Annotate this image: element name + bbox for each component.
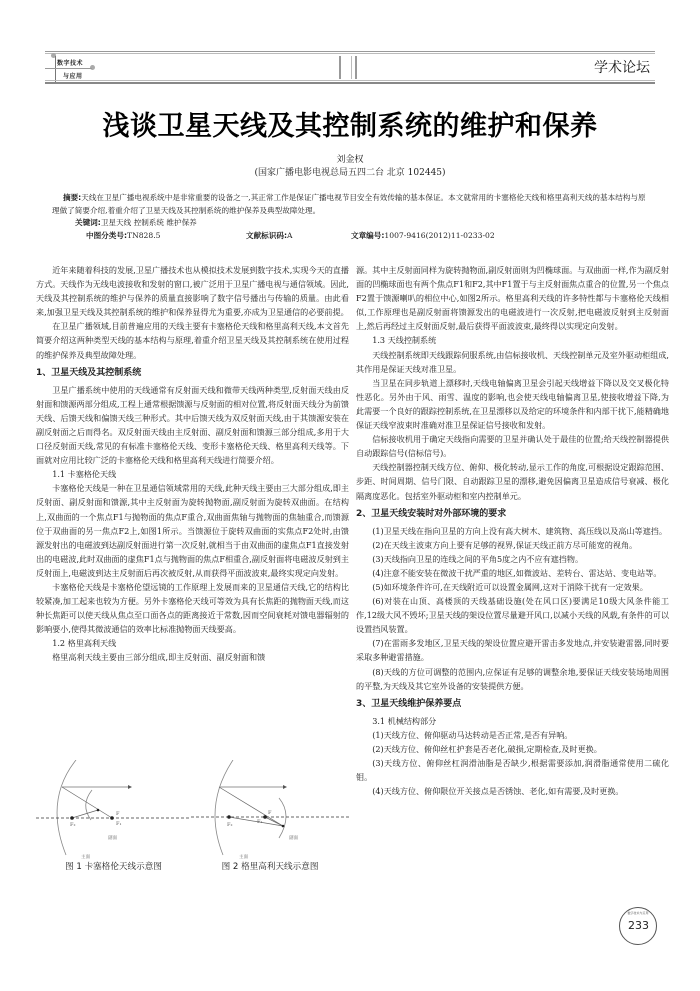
list-item: (3)天线方位、俯仰丝杠润滑油脂是否缺少,根据需要添加,润滑脂通常使用二硫化钼。 [356, 758, 669, 783]
list-item: (6)对装在山顶、高楼顶的天线基础设施(处在风口区)要满足10级大风条件能工作,12级大风不毁坏;卫星天线的架设位置尽量避开风口,以减小天线的风载,有条件的可以设置挡风装置。 [356, 596, 669, 635]
main-reflector-label: 主面 [81, 855, 90, 860]
keywords-value: 卫星天线 控制系统 维护保养 [100, 218, 197, 227]
left-column [36, 263, 349, 665]
journal-name-line1: 数字技术 [57, 60, 84, 67]
body-paragraph: 天线控制器控制天线方位、俯仰、极化转动,显示工作的角度,可根据设定跟踪范围、步距、时间周期、信号门限、自动跟踪卫星的漂移,避免因偏离卫星造成信号衰减、极化隔离度恶化。包括室外驱动柜和室内控制单元。 [356, 462, 669, 501]
header-rule-bottom-thin [45, 80, 655, 81]
list-item: (3)天线指向卫星的连线之间的平角5度之内不应有遮挡物。 [372, 553, 584, 564]
article-no-value: 1007-9416(2012)11-0233-02 [384, 230, 495, 240]
list-item: (5)如环境条件许可,在天线附近可以设置金属网,这对于消除干扰有一定效果。 [372, 581, 648, 592]
body-paragraph: 信标接收机用于确定天线指向需要的卫星并确认处于最佳的位置;给天线控制器提供自动跟踪信号(信标信号)。 [356, 434, 669, 459]
clc-label: 中图分类号: [86, 230, 128, 240]
main-reflector-label: 主面 [239, 855, 248, 860]
sub-reflector-label: 副面 [108, 836, 117, 841]
focus-f-label: F [268, 810, 272, 816]
running-header [45, 51, 655, 84]
doc-code-value: A [287, 230, 293, 240]
figure-caption: 图 1 卡塞格伦天线示意图 [65, 862, 162, 872]
focus-f1-label: F₁ [257, 819, 263, 825]
body-paragraph: 卡塞格伦天线是卡塞格伦望远镜的工作原理上发展而来的卫星通信天线,它的结构比较紧凑,加工起来也较为方便。另外卡塞格伦天线可等效为具有长焦距的抛物面天线,而这种长焦距可以使天线从焦点至口面各点的距离接近于常数,因而空间衰耗对馈电器辐射的影响要小,使得其微波通信的效率比标准抛物面天线要高。 [36, 581, 349, 635]
list-item: (4)天线方位、俯仰限位开关接点是否锈蚀、老化,如有需要,及时更换。 [372, 786, 624, 797]
author-name: 刘金权 [336, 155, 364, 165]
body-paragraph: 源。其中主反射面同样为旋转抛物面,副反射面则为凹椭球面。与双曲面一样,作为副反射面的凹椭球面也有两个焦点F1和F2,其中F1置于与主反射面焦点重合的位置,另一个焦点F2置于馈源喇叭的相位中心,如图2所示。格里高利天线的许多特性都与卡塞格伦天线相似,工作原理也是副反射面将馈源发出的电磁波进行一次反射,把电磁波反射到主反射面上,然后再经过主反射面反射,最后获得平面波波束,最终得以实现定向发射。 [356, 265, 669, 332]
header-rule-bottom [45, 82, 655, 84]
keywords-label: 关键词: [75, 218, 101, 227]
main-reflector-curve [57, 760, 76, 855]
header-divider-bar [339, 56, 341, 79]
focus-f-label: F [116, 811, 120, 817]
subsection-heading: 3.1 机械结构部分 [372, 715, 437, 726]
section-label: 学术论坛 [594, 60, 650, 76]
list-item: (2)天线方位、俯仰丝杠护套是否老化,破损,定期检查,及时更换。 [372, 743, 602, 754]
reflection-point [97, 809, 100, 812]
subsection-heading: 1.1 卡塞格伦天线 [52, 469, 117, 480]
article-no-cell [340, 230, 495, 243]
stamp-text: 数字技术与应用 [627, 911, 649, 915]
abstract-label: 摘要: [63, 193, 82, 202]
figure-caption: 图 2 格里高利天线示意图 [221, 862, 319, 872]
header-rule-top-thin [45, 53, 655, 54]
clc-value: TN828.5 [127, 230, 161, 240]
subsection-heading: 1.2 格里高利天线 [52, 638, 117, 649]
figure-2 [191, 760, 349, 900]
body-paragraph: 格里高利天线主要由三部分组成,即主反射面、副反射面和馈 [52, 652, 266, 663]
doc-code-label: 文献标识码: [246, 230, 288, 240]
clc-cell [75, 230, 235, 243]
list-item: (1)天线方位、俯仰驱动马达转动是否正常,是否有异响。 [372, 729, 573, 740]
main-reflector-curve [215, 760, 233, 855]
section-heading: 1、卫星天线及其控制系统 [36, 367, 142, 378]
figure-1 [36, 760, 191, 900]
focus-f-point [263, 815, 267, 819]
logo-crosshair-horizontal [45, 68, 92, 69]
article-no-label: 文章编号: [351, 230, 385, 240]
ray-line [229, 817, 283, 826]
journal-logo [45, 54, 95, 82]
list-item: (4)注意不能安装在微波干扰严重的地区,如微波站、差转台、雷达站、变电站等。 [372, 567, 662, 578]
list-item: (1)卫星天线在指向卫星的方向上没有高大树木、建筑物、高压线以及高山等遮挡。 [372, 525, 667, 536]
focus-f2-label: F₂ [227, 822, 233, 828]
header-divider-bar [355, 56, 357, 79]
journal-name-line2: 与应用 [63, 73, 83, 80]
article-title: 浅谈卫星天线及其控制系统的维护和保养 [102, 111, 598, 142]
figures-row [36, 760, 349, 900]
cassegrain-diagram [36, 760, 191, 860]
header-divider-bar [351, 56, 352, 79]
focus-f-point [110, 816, 114, 820]
focus-f2-point [227, 815, 231, 819]
ray-line [72, 810, 98, 818]
section-heading: 3、卫星天线维护保养要点 [356, 698, 462, 709]
subsection-heading: 1.3 天线控制系统 [372, 335, 437, 346]
body-paragraph: 近年来随着科技的发展,卫星广播技术也从模拟技术发展到数字技术,实现今天的直播方式。天线作为无线电波接收和发射的窗口,被广泛用于卫星广播电视与通信领域。因此,天线及其控制系统的维护与保养的质量直接影响了数字信号播出与传输的质量。由此看来,加强卫星天线及其控制系统的维护和保养显得尤为重要,亦成为卫星通信的必要前提。 [36, 265, 349, 318]
beam-arrowhead [128, 785, 132, 789]
logo-crosshair-vertical [55, 56, 56, 83]
gregorian-diagram [191, 760, 349, 860]
abstract-text: 天线在卫星广播电视系统中是非常重要的设备之一,其正常工作是保证广播电视节目安全有效传输的基本保证。本文就常用的卡塞格伦天线和格里高利天线的基本结构与原理做了简要介绍,着重介绍了卫星天线及其控制系统的维护保养及典型故障处理。 [52, 193, 646, 215]
list-item: (7)在雷雨多发地区,卫星天线的架设位置应避开雷击多发地点,并安装避雷器,同时要采取多种避雷措施。 [356, 638, 669, 663]
page-number: 233 [628, 919, 649, 932]
sub-reflector-curve [279, 798, 286, 838]
author-affiliation: (国家广播电影电视总局五四二台 北京 102445) [254, 168, 446, 178]
page-number-stamp [619, 907, 659, 947]
abstract-paragraph [52, 192, 648, 217]
focus-f2-label: F₂ [70, 822, 76, 828]
sub-reflector-label: 副面 [289, 836, 298, 841]
classification-row [52, 230, 648, 243]
beam-arrowhead [283, 785, 287, 789]
keywords-row [52, 217, 648, 230]
reflection-point [282, 825, 285, 828]
doc-code-cell [235, 230, 340, 243]
body-paragraph: 卫星广播系统中使用的天线通常有反射面天线和微带天线两种类型,反射面天线由反射面和馈源两部分组成,工程上通常根据馈源与反射面的相对位置,将反射面天线分为前馈天线、后馈天线和偏馈天线三种形式。其中后馈天线为双反射面天线,由于其馈源安装在副反射面之后而得名。双反射面天线由主反射面、副反射面和馈源三部分组成,多用于大口径反射面天线,常见的有标准卡塞格伦天线、变形卡塞格伦天线、格里高利天线等。下面就对应用比较广泛的卡塞格伦天线和格里高利天线进行简要介绍。 [36, 384, 349, 466]
focus-f1-label: F₁ [116, 821, 122, 827]
body-paragraph: 卡塞格伦天线是一种在卫星通信领域常用的天线,此种天线主要由三大部分组成,即主反射面、副反射面和馈源,其中主反射面为旋转抛物面,副反射面为旋转双曲面。在结构上,双曲面的一个焦点F1与抛物面的焦点F重合,双曲面焦轴与抛物面的焦轴重合,而馈源位于双曲面的另一焦点F2上,如图1所示。当馈源位于旋转双曲面的实焦点F2处时,由馈源发射出的电磁波到达副反射面进行第一次反射,就相当于由双曲面的虚焦点F1直接发射出的电磁波,此时双曲面的虚焦F1点与抛物面的焦点F相重合,副反射面将电磁波反射到主反射面上,电磁波到达主反射面后再次被反射,从而获得平面波波束,最终实现定向发射。 [36, 483, 349, 578]
list-item: (2)在天线主波束方向上要有足够的视界,保证天线正前方尽可能宽的视角。 [372, 539, 638, 550]
body-paragraph: 当卫星在同步轨道上漂移时,天线电轴偏离卫星会引起天线增益下降以及交叉极化特性恶化。另外由于风、雨雪、温度的影响,也会使天线电轴偏离卫星,使接收增益下降,为此需要一个良好的跟踪控制系统,在卫星漂移以及给定的环境条件和内部干扰下,能精确地保证天线窄波束时准确对准卫星保证信号接收和发射。 [356, 377, 669, 431]
section-heading: 2、卫星天线安装时对外部环境的要求 [356, 508, 507, 519]
focus-f2-point [70, 816, 74, 820]
body-paragraph: 天线控制系统即天线跟踪伺服系统,由信标接收机、天线控制单元及室外驱动柜组成,其作用是保证天线对准卫星。 [356, 349, 669, 374]
abstract-block [52, 192, 648, 242]
list-item: (8)天线的方位可调整的范围内,应保证有足够的调整余地,要保证天线安装场地周围的平整,为天线及其它室外设备的安装提供方便。 [356, 666, 669, 691]
right-column [356, 263, 669, 798]
body-paragraph: 在卫星广播领域,目前普遍应用的天线主要有卡塞格伦天线和格里高利天线,本文首先简要介绍这两种类型天线的基本结构与原理,着重介绍卫星天线及其控制系统在使用过程的维护保养及典型故障处理。 [36, 321, 349, 360]
ray-line [219, 787, 283, 826]
